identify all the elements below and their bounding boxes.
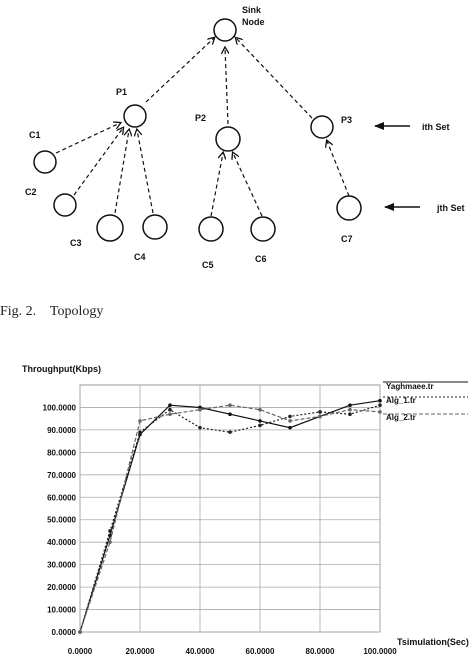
- x-tick-label: 100.0000: [363, 647, 397, 656]
- node-c2: [54, 194, 76, 216]
- data-point: [198, 426, 202, 430]
- edge-c7-p3: [327, 141, 349, 196]
- ith-set-label: ith Set: [422, 122, 450, 132]
- sink-node-label: [242, 5, 265, 27]
- plot-area: [80, 385, 380, 632]
- data-point: [378, 410, 382, 414]
- node-c5-label: C5: [202, 260, 214, 270]
- node-p1-label: P1: [116, 87, 128, 97]
- topology-diagram: [0, 5, 465, 319]
- legend-label: Alg_1.tr: [386, 396, 416, 405]
- x-tick-label: 40.0000: [185, 647, 215, 656]
- data-point: [168, 408, 172, 412]
- node-c5: [199, 217, 223, 241]
- node-p2-label: P2: [195, 113, 207, 123]
- data-point: [348, 403, 352, 407]
- edge-p2-sink: [225, 48, 228, 124]
- data-point: [258, 419, 262, 423]
- sink-label-line-2: Node: [242, 17, 265, 27]
- node-c7-label: C7: [341, 234, 353, 244]
- y-tick-label: 20.0000: [47, 583, 76, 593]
- data-point: [108, 540, 112, 544]
- data-point: [318, 415, 322, 419]
- data-point: [228, 412, 232, 416]
- data-point: [198, 408, 202, 412]
- node-c4-label: C4: [134, 252, 146, 262]
- y-tick-label: 0.0000: [51, 628, 76, 637]
- edge-c5-p2: [211, 153, 223, 216]
- edge-c1-p1: [56, 123, 120, 153]
- legend: [383, 382, 468, 422]
- legend-label: Yaghmaee.tr: [386, 382, 434, 391]
- y-tick-label: 30.0000: [47, 560, 76, 570]
- sink-node: [214, 19, 236, 41]
- data-point: [378, 403, 382, 407]
- node-p3: [311, 116, 333, 138]
- edge-p1-sink: [146, 38, 214, 102]
- y-tick-label: 40.0000: [47, 538, 76, 548]
- node-c3-label: C3: [70, 238, 82, 248]
- data-point: [288, 419, 292, 423]
- data-point: [168, 403, 172, 407]
- y-tick-label: 90.0000: [47, 425, 76, 435]
- data-point: [258, 424, 262, 428]
- node-c4: [143, 215, 167, 239]
- data-point: [348, 412, 352, 416]
- y-tick-label: 10.0000: [47, 605, 76, 615]
- data-point: [138, 430, 142, 434]
- data-point: [318, 410, 322, 414]
- throughput-chart: [22, 364, 469, 656]
- edge-c2-p1: [74, 128, 123, 195]
- x-tick-label: 20.0000: [125, 647, 155, 656]
- data-point: [168, 412, 172, 416]
- y-axis-title: Throughput(Kbps): [22, 364, 101, 374]
- edge-c6-p2: [233, 153, 262, 216]
- data-point: [228, 430, 232, 434]
- data-point: [288, 426, 292, 430]
- x-tick-label: 0.0000: [67, 647, 93, 656]
- data-point: [288, 415, 292, 419]
- edge-c3-p1: [115, 130, 129, 213]
- node-c7: [337, 196, 361, 220]
- x-tick-label: 80.0000: [305, 647, 335, 656]
- node-c6: [251, 217, 275, 241]
- data-point: [228, 403, 232, 407]
- x-axis-title: Tsimulation(Sec): [397, 637, 469, 647]
- data-point: [378, 399, 382, 403]
- node-c1-label: C1: [29, 130, 41, 140]
- data-point: [78, 630, 82, 634]
- legend-label: Alg_2.tr: [386, 413, 416, 422]
- jth-set-label: jth Set: [437, 203, 465, 213]
- data-point: [138, 419, 142, 423]
- figure-caption: Fig. 2. Topology: [0, 304, 104, 319]
- node-c3: [97, 215, 123, 241]
- data-point: [258, 408, 262, 412]
- x-tick-label: 60.0000: [245, 647, 275, 656]
- y-tick-label: 70.0000: [47, 470, 76, 480]
- data-point: [348, 408, 352, 412]
- y-tick-label: 50.0000: [47, 515, 76, 525]
- node-c2-label: C2: [25, 187, 37, 197]
- node-p3-label: P3: [341, 115, 353, 125]
- edge-p3-sink: [236, 38, 312, 118]
- node-p2: [216, 127, 240, 151]
- node-c1: [34, 151, 56, 173]
- edge-c4-p1: [137, 130, 153, 213]
- y-tick-label: 60.0000: [47, 493, 76, 503]
- y-tick-label: 80.0000: [47, 448, 76, 458]
- sink-label-line-1: Sink: [242, 5, 262, 15]
- data-point: [108, 529, 112, 533]
- node-c6-label: C6: [255, 254, 267, 264]
- node-p1: [124, 105, 146, 127]
- y-tick-label: 100.0000: [42, 403, 76, 413]
